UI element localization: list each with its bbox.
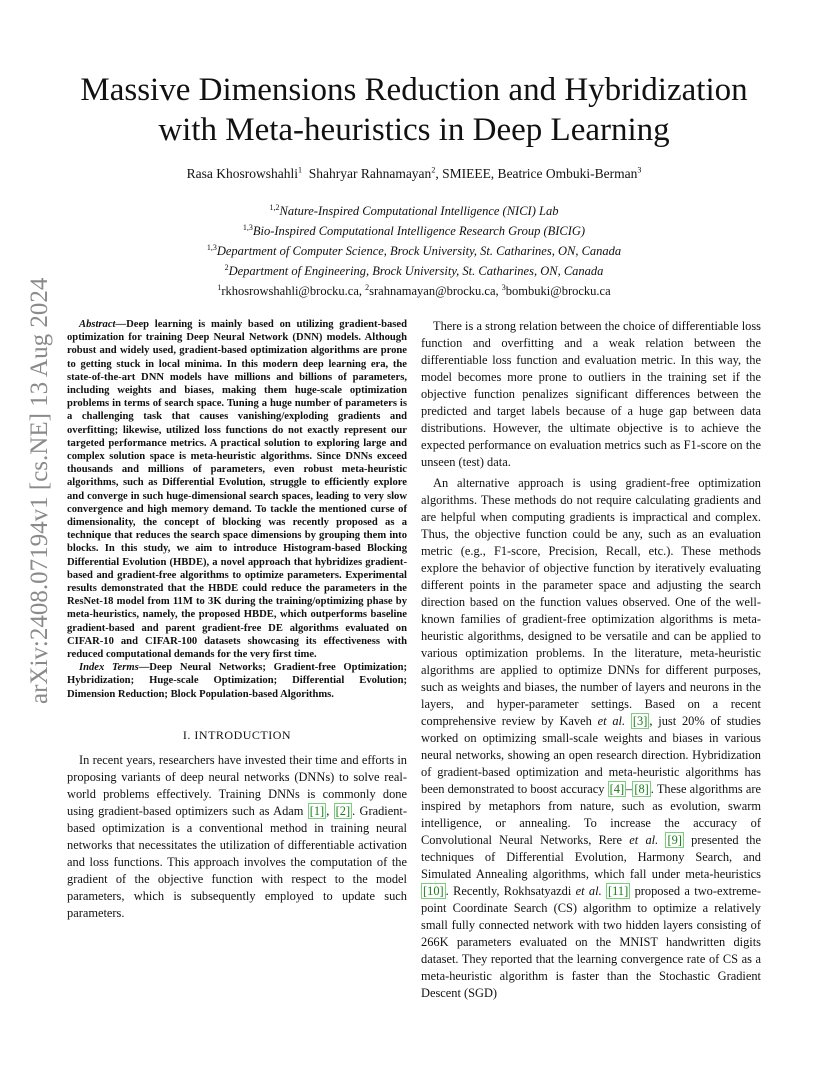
text-run: An alternative approach is using gradient-free optimization algorithms. These methods do not require calculating gradients and are helpful when computing gradients is impractical and complex. Thus, the objective function could be any, such as an evaluation metric (e.g., F1-score, Precision, Recall, etc.). These methods explore the behavior of objective function by iteratively evaluating different points in the parameter space and adjusting the search direction based on the function values observed. One of the well-known families of gradient-free optimization algorithms is meta-heuristic algorithms, designed to be versatile and can be applied to various optimization problems. In the literature, meta-heuristic algorithms are applied to optimize DNNs for different purposes, such as weights and biases, the number of layers and neurons in the layers, and hyper-parameter settings. Based on a recent comprehensive review by Kaveh bbox=[421, 476, 761, 728]
abstract-lead: Abstract bbox=[79, 319, 116, 330]
email-1[interactable]: rkhosrowshahli@brocku.ca, bbox=[221, 284, 366, 298]
affiliation-line bbox=[60, 201, 768, 221]
affiliation-line bbox=[60, 241, 768, 261]
intro-paragraph-1 bbox=[67, 752, 407, 922]
paper-title bbox=[60, 70, 768, 150]
affiliation-text: Department of Computer Science, Brock University, St. Catharines, ON, Canada bbox=[216, 244, 622, 258]
index-terms-body: —Deep Neural Networks; Gradient-free Optimization; Hybridization; Huge-scale Optimization; Differential Evolution; Dimension Reduction; Block Population-based Algorithms. bbox=[67, 662, 407, 700]
arxiv-identifier-stamp: arXiv:2408.07194v1 [cs.NE] 13 Aug 2024 bbox=[26, 277, 53, 704]
text-run: . Gradient-based optimization is a conventional method in training neural networks that necessitates the utilization of differentiable activation and loss functions. This approach involves the computation of the gradient of the objective function with respect to the model parameters, which is subsequently employed to update such parameters. bbox=[67, 803, 407, 920]
citation-link[interactable]: [11] bbox=[608, 884, 629, 898]
email-line bbox=[60, 281, 768, 301]
et-al: et al. bbox=[575, 884, 602, 898]
affiliation-text: Department of Engineering, Brock University, St. Catharines, ON, Canada bbox=[228, 264, 604, 278]
author-1-name: Rasa Khosrowshahli bbox=[186, 166, 298, 181]
citation-link[interactable]: [3] bbox=[632, 714, 648, 728]
index-terms bbox=[67, 661, 407, 701]
citation-link[interactable]: [4] bbox=[609, 782, 625, 796]
citation-link[interactable]: [1] bbox=[309, 803, 325, 818]
affiliation-line bbox=[60, 221, 768, 241]
citation-link[interactable]: [2] bbox=[335, 803, 351, 818]
affiliation-sup: 1,3 bbox=[242, 222, 253, 232]
author-3-sup: 3 bbox=[637, 165, 642, 175]
author-3-text: , SMIEEE, Beatrice Ombuki-Berman bbox=[435, 166, 638, 181]
et-al: et al. bbox=[629, 833, 659, 847]
text-run: , just 20% of studies worked on optimizing small-scale weights and biases in various neural networks, showing an open research direction. Hybridization of gradient-based optimization and meta-heuristic algorithms has been demonstrated to boost accuracy bbox=[421, 714, 761, 796]
text-run: . Recently, Rokhsatyazdi bbox=[445, 884, 576, 898]
text-run: . These algorithms are inspired by metaphors from nature, such as evolution, swarm intelligence, or annealing. To increase the accuracy of Convolutional Neural Networks, Rere bbox=[421, 782, 761, 847]
affiliation-sup: 1,2 bbox=[269, 202, 280, 212]
email-3[interactable]: bombuki@brocku.ca bbox=[505, 284, 611, 298]
index-terms-lead: Index Terms bbox=[79, 662, 139, 674]
email-sup: 1 bbox=[217, 282, 222, 292]
text-run: presented the techniques of Differential Evolution, Harmony Search, and Simulated Annealing algorithms, which fall under meta-heuristics bbox=[421, 833, 761, 881]
affiliation-sup: 2 bbox=[224, 262, 229, 272]
affiliations bbox=[60, 201, 768, 301]
author-1-sup: 1 bbox=[297, 165, 302, 175]
affiliation-text: Bio-Inspired Computational Intelligence Research Group (BICIG) bbox=[252, 224, 586, 238]
et-al: et al. bbox=[597, 714, 626, 728]
section-heading-introduction: I. INTRODUCTION bbox=[182, 727, 292, 742]
author-2-name: Shahryar Rahnamayan bbox=[308, 166, 432, 181]
text-run: – bbox=[626, 782, 633, 796]
text-run: , bbox=[326, 803, 334, 818]
right-column bbox=[421, 318, 761, 1006]
author-list bbox=[60, 165, 768, 183]
left-column bbox=[67, 318, 407, 926]
citation-link[interactable]: [8] bbox=[634, 782, 649, 796]
title-line-2: with Meta-heuristics in Deep Learning bbox=[158, 112, 670, 148]
email-2[interactable]: srahnamayan@brocku.ca, bbox=[369, 284, 502, 298]
affiliation-line bbox=[60, 261, 768, 281]
email-sup: 3 bbox=[501, 282, 506, 292]
title-line-1: Massive Dimensions Reduction and Hybridization bbox=[80, 72, 748, 108]
citation-link[interactable]: [9] bbox=[667, 833, 682, 847]
intro-paragraph-2: There is a strong relation between the choice of differentiable loss function and overfitting and a weak relation between the differentiable loss function and evaluation metric. In this way, the model becomes more prone to outliers in the training set if the objective function penalizes significant differences between the predicted and target labels because of a huge gap between data distributions. However, the ultimate objective is to achieve the expected performance on evaluation metrics such as F1-score on the unseen (test) data. bbox=[421, 319, 761, 469]
author-2-sup: 2 bbox=[431, 165, 436, 175]
affiliation-text: Nature-Inspired Computational Intelligence (NICI) Lab bbox=[279, 204, 559, 218]
intro-paragraph-3 bbox=[421, 475, 761, 1002]
text-run: In recent years, researchers have invested their time and efforts in proposing variants of deep neural networks (DNNs) to solve real-world problems effectively. Training DNNs is commonly done using gradient-based optimizers such as Adam bbox=[67, 752, 407, 818]
affiliation-sup: 1,3 bbox=[206, 242, 217, 252]
text-run: proposed a two-extreme-point Coordinate Search (CS) algorithm to optimize a relatively small fully connected network with two hidden layers consisting of 266K parameters evaluated on the MNIST handwritten digits dataset. They reported that the learning convergence rate of CS as a meta-heuristic algorithm is faster than the Stochastic Gradient Descent (SGD) bbox=[421, 884, 761, 1000]
abstract bbox=[67, 318, 407, 661]
citation-link[interactable]: [10] bbox=[423, 884, 444, 898]
email-sup: 2 bbox=[365, 282, 370, 292]
abstract-body: —Deep learning is mainly based on utilizing gradient-based optimization for training Deep Neural Network (DNN) models. Although robust and widely used, gradient-based optimization algorithms are prone to getting stuck in local minima. In this modern deep learning era, the state-of-the-art DNN models have millions and billions of parameters, including weights and biases, making them huge-scale optimization problems in terms of search space. Tuning a huge number of parameters is a challenging task that causes vanishing/exploding gradients and overfitting; likewise, utilized loss functions do not exactly represent our targeted performance metrics. A practical solution to exploring large and complex solution space is meta-heuristic algorithms. Since DNNs exceed thousands and millions of parameters, even robust meta-heuristic algorithms, such as Differential Evolution, struggle to efficiently explore and converge in such huge-dimensional search spaces, leading to very slow convergence and high memory demand. To tackle the mentioned curse of dimensionality, the concept of blocking was recently proposed as a technique that reduces the search space dimensions by grouping them into blocks. In this study, we aim to introduce Histogram-based Blocking Differential Evolution (HBDE), a novel approach that hybridizes gradient-based and gradient-free algorithms to optimize parameters. Experimental results demonstrated that the HBDE could reduce the parameters in the ResNet-18 model from 11M to 3K during the training/optimizing phase by meta-heuristics, namely, the proposed HBDE, which outperforms baseline gradient-based and parent gradient-free DE algorithms evaluated on CIFAR-10 and CIFAR-100 datasets showcasing its effectiveness with reduced computational demands for the very first time. bbox=[67, 319, 407, 661]
